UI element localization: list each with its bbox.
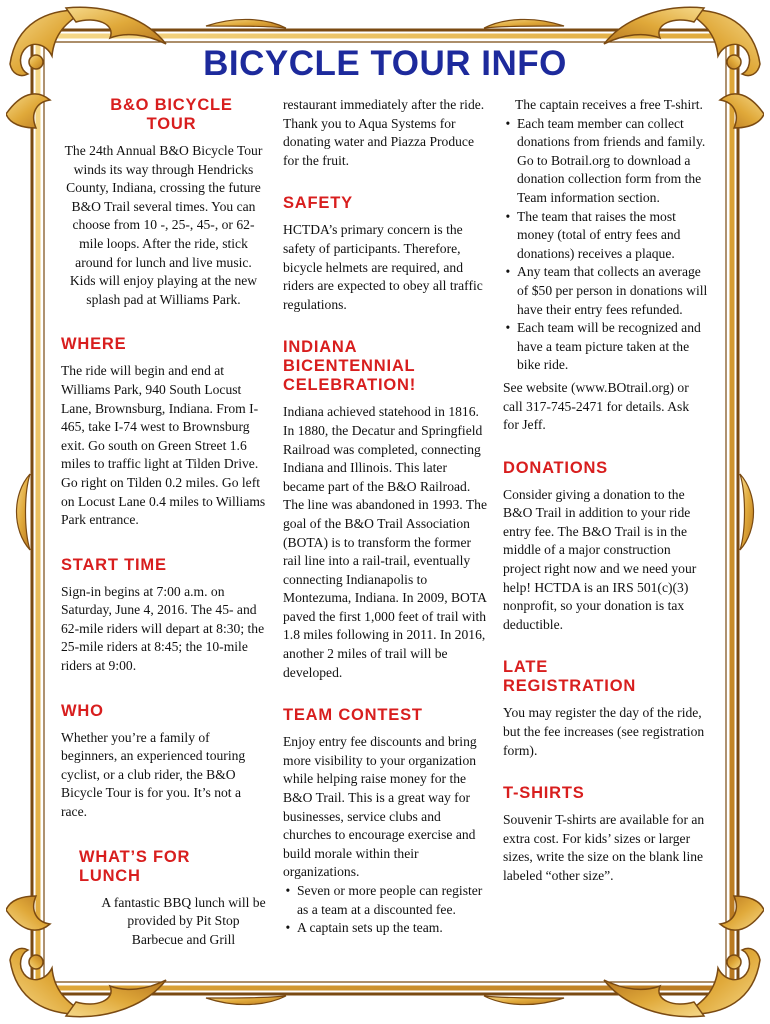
captain-text: The captain receives a free T-shirt. — [515, 97, 703, 112]
section-heading-team-contest: TEAM CONTEST — [283, 706, 423, 725]
lunch-continued-text: restaurant immediately after the ride. Thank you to Aqua Systems for donating water and Piazza Produce for the fruit. — [283, 97, 485, 168]
column-middle — [283, 96, 488, 942]
section-heading-safety: SAFETY — [283, 194, 353, 213]
bicentennial-text: Indiana achieved statehood in 1816. In 1880, the Decatur and Springfield Railroad was completed, connecting Indiana and Illinois. This later became part of the B&O Railroad. The line was abandoned in 1993. The goal of the B&O Trail Association (BOTA) is to transform the former rail line into a rail-trail, eventually connecting Indianapolis to Montezuma, Indiana. In 2009, BOTA paved the first 1,000 feet of trail with 1.8 miles following in 2011. In 2016, another 2 miles of trail will be developed. — [283, 404, 487, 680]
team-contest-bullets — [283, 882, 488, 938]
safety-text: HCTDA’s primary concern is the safety of participants. Therefore, bicycle helmets are required, and riders are expected to obey all traffic regulations. — [283, 222, 483, 312]
list-item: • Each team will be recognized and have a team picture taken at the bike ride. — [517, 319, 708, 375]
section-heading-donations: DONATIONS — [503, 458, 608, 477]
list-item: • Seven or more people can register as a team at a discounted fee. — [297, 882, 488, 919]
section-heading-bo-tour: B&O BICYCLE TOUR — [110, 96, 233, 133]
column-left — [61, 96, 266, 963]
section-heading-lunch: WHAT’S FOR LUNCH — [79, 847, 191, 885]
column-right — [503, 96, 708, 900]
tshirts-text: Souvenir T-shirts are available for an extra cost. For kids’ sizes or larger sizes, write the size on the blank line labeled “other size”. — [503, 812, 705, 883]
donations-text: Consider giving a donation to the B&O Trail in addition to your ride entry fee. The B&O Trail is in the middle of a major construction project right now and we need your help! HCTDA is an IRS 501(c)(3) nonprofit, so your donation is tax deductible. — [503, 486, 697, 632]
contact-text: See website (www.BOtrail.org) or call 317-745-2471 for details. Ask for Jeff. — [503, 379, 690, 433]
lunch-text: A fantastic BBQ lunch will be provided by Pit Stop Barbecue and Grill — [101, 894, 266, 947]
list-item: • Each team member can collect donations from friends and family. Go to Botrail.org to download a donation collection form from the Team information section. — [517, 115, 708, 208]
section-heading-late-registration: LATE REGISTRATION — [503, 658, 637, 696]
list-item: • Any team that collects an average of $50 per person in donations will have their entry fees refunded. — [517, 263, 708, 319]
bo-tour-text: The 24th Annual B&O Bicycle Tour winds its way through Hendricks County, Indiana, crossing the future B&O Trail several times. You can choose from 10 -, 25-, 45-, or 62-mile loops. After the ride, stick around for lunch and live music. Kids will enjoy playing at the new splash pad at Williams Park. — [64, 143, 263, 307]
section-heading-tshirts: T-SHIRTS — [503, 784, 585, 803]
late-registration-text: You may register the day of the ride, but the fee increases (see registration form). — [503, 705, 705, 758]
start-time-text: Sign-in begins at 7:00 a.m. on Saturday, June 4, 2016. The 45- and 62-mile riders will depart at 8:30; the 25-mile riders at 8:45; the 10-mile riders at 9:00. — [61, 583, 265, 674]
corner-scroll-bottom-right — [604, 896, 764, 1017]
section-heading-start-time: START TIME — [61, 555, 167, 574]
section-heading-bicentennial: INDIANA BICENTENNIAL CELEBRATION! — [283, 338, 417, 395]
team-contest-text: Enjoy entry fee discounts and bring more visibility to your organization while helping raise money for the B&O Trail. This is a great way for businesses, service clubs and churches to encourage exercise and build morale within their organizations. — [283, 734, 477, 880]
team-contest-continued-bullets — [503, 115, 708, 375]
where-text: The ride will begin and end at Williams Park, 940 South Locust Lane, Brownsburg, Indiana. From I-465, take I-74 west to Brownsburg exit. Go south on Green Street 1.6 miles to traffic light at Tilden Drive. Go right on Tilden 0.2 miles. Go left on Locust Lane 0.4 miles to Williams Park entrance. — [61, 363, 266, 528]
page-title: BICYCLE TOUR INFO — [203, 44, 567, 83]
section-heading-who: WHO — [61, 701, 104, 720]
list-item: • The team that raises the most money (total of entry fees and donations) receives a plaque. — [517, 208, 708, 264]
list-item: • A captain sets up the team. — [297, 919, 488, 938]
who-text: Whether you’re a family of beginners, an experienced touring cyclist, or a club rider, the B&O Bicycle Tour is for you. It’s not a race. — [61, 729, 246, 820]
section-heading-where: WHERE — [61, 335, 127, 354]
